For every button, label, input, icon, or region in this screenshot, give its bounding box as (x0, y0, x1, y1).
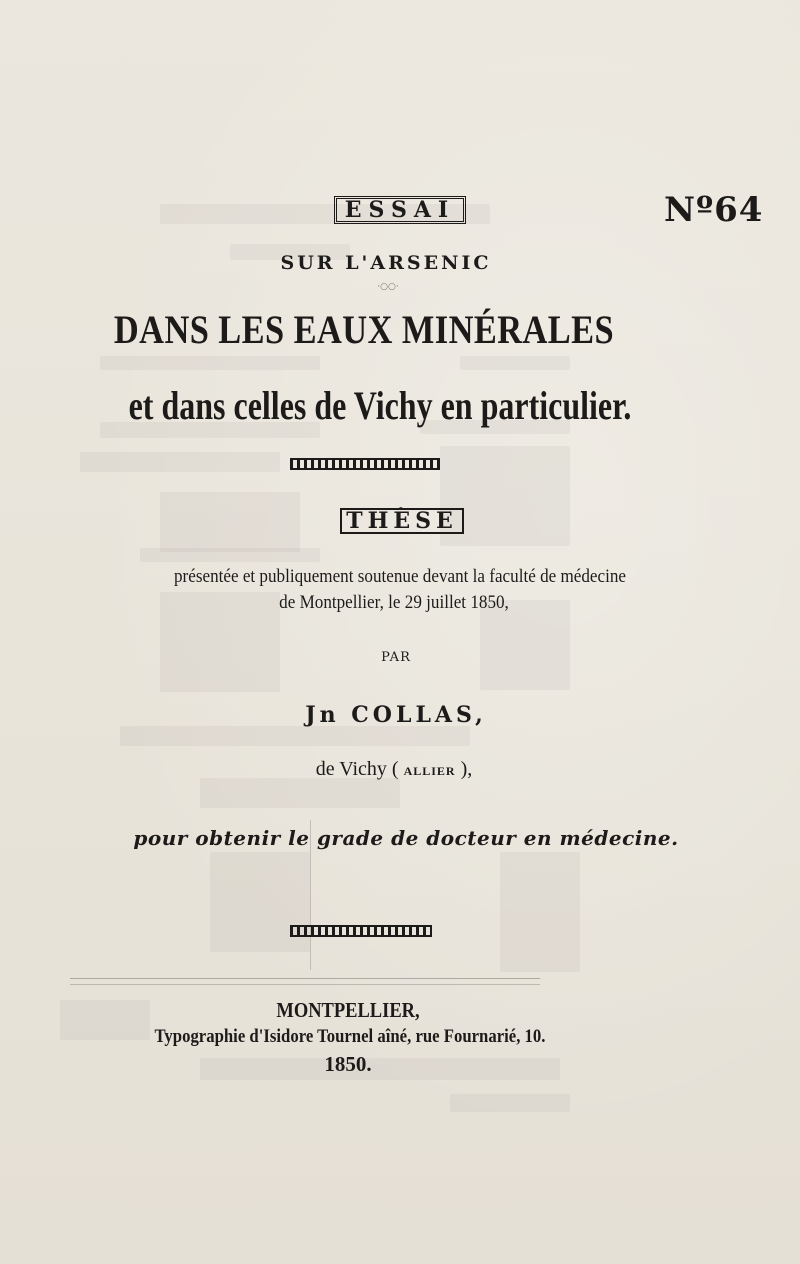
origin-department: ALLIER (403, 764, 456, 778)
ornamental-rule (290, 458, 440, 470)
bleed-through-mark (80, 452, 280, 472)
title-dans-les-eaux: DANS LES EAUX MINÉRALES (113, 307, 615, 352)
paper-crease (310, 820, 311, 970)
presentation-line: présentée et publiquement soutenue devant la faculté de médecine (173, 566, 626, 587)
imprint-year: 1850. (324, 1052, 372, 1076)
bleed-through-mark (140, 548, 320, 562)
author-origin (0, 758, 794, 781)
degree-purpose: pour obtenir le grade de docteur en médecine. (133, 826, 679, 850)
origin-prefix: de Vichy ( (315, 758, 399, 780)
bleed-through-mark (120, 726, 470, 746)
imprint-city: MONTPELLIER, (276, 998, 420, 1022)
title-sur-larsenic: SUR L'ARSENIC (280, 252, 492, 274)
par-label: PAR (381, 650, 411, 665)
bleed-through-mark (200, 778, 400, 808)
title-essai-text: ESSAI (334, 196, 466, 224)
divider-line (70, 978, 540, 979)
bleed-through-mark (100, 356, 320, 370)
ornamental-rule (290, 925, 432, 937)
ornament-dots: ·○○· (377, 282, 399, 292)
title-essai (0, 196, 800, 224)
author-name: Jn COLLAS, (305, 702, 487, 728)
bleed-through-mark (210, 852, 310, 952)
place-date-line: de Montpellier, le 29 juillet 1850, (279, 592, 509, 613)
divider-line (70, 984, 540, 985)
title-vichy: et dans celles de Vichy en particulier. (128, 383, 632, 428)
bleed-through-mark (460, 356, 570, 370)
bleed-through-mark (500, 852, 580, 972)
imprint-printer: Typographie d'Isidore Tournel aîné, rue Fournarié, 10. (154, 1026, 546, 1047)
origin-suffix: ), (460, 758, 473, 780)
bleed-through-mark (450, 1094, 570, 1112)
these-heading-text: THÈSE (340, 508, 464, 534)
these-heading (2, 508, 800, 534)
catalog-stamp-number: Nº64 (664, 190, 764, 230)
